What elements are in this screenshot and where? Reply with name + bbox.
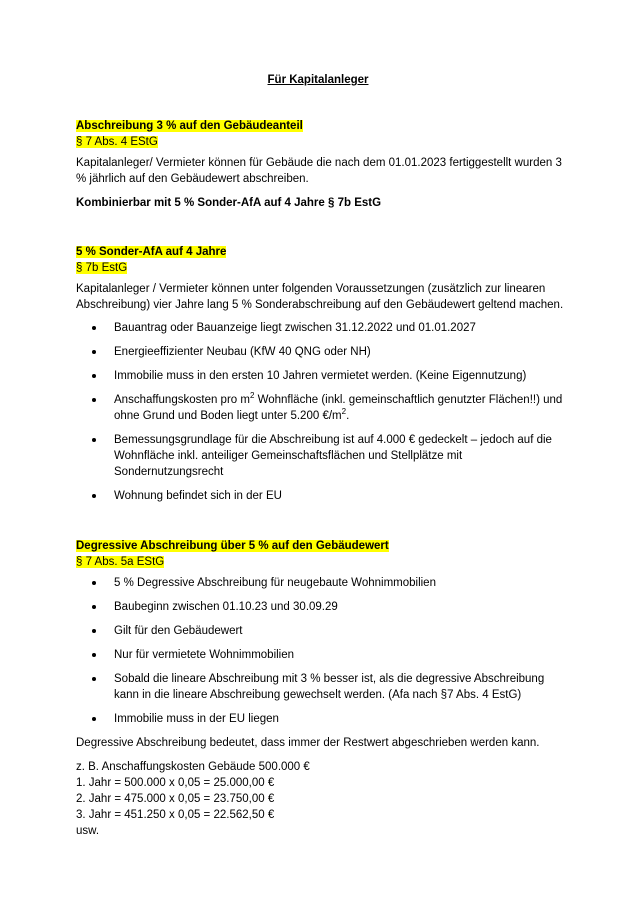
example-line: 3. Jahr = 451.250 x 0,05 = 22.562,50 € xyxy=(76,809,275,821)
bullet-icon xyxy=(92,438,96,442)
list-item: Immobilie muss in den ersten 10 Jahren vermietet werden. (Keine Eigennutzung) xyxy=(76,368,566,384)
section-reference: § 7b EstG xyxy=(76,262,128,274)
bullet-icon xyxy=(92,398,96,402)
section-heading: Degressive Abschreibung über 5 % auf den Gebäudewert xyxy=(76,540,389,552)
bullet-icon xyxy=(92,677,96,681)
list-item: Bemessungsgrundlage für die Abschreibung ist auf 4.000 € gedeckelt – jedoch auf die Wohnfläche inkl. anteiliger Gemeinschaftsflächen und Stellplätze mit Sondernutzungsrecht xyxy=(76,432,566,480)
bullet-icon xyxy=(92,374,96,378)
conditions-list xyxy=(76,575,566,727)
summary-text: Degressive Abschreibung bedeutet, dass immer der Restwert abgeschrieben werden kann. xyxy=(76,737,540,749)
bullet-icon xyxy=(92,350,96,354)
bullet-icon xyxy=(92,494,96,498)
list-item: Sobald die lineare Abschreibung mit 3 % besser ist, als die degressive Abschreibung kann in die lineare Abschreibung gewechselt werden. (Afa nach §7 Abs. 4 EstG) xyxy=(76,671,566,703)
list-item: 5 % Degressive Abschreibung für neugebaute Wohnimmobilien xyxy=(76,575,566,591)
example-line: 1. Jahr = 500.000 x 0,05 = 25.000,00 € xyxy=(76,777,275,789)
requirements-list xyxy=(76,320,566,504)
bullet-icon xyxy=(92,629,96,633)
section-linear-afa xyxy=(76,116,566,211)
section-reference: § 7 Abs. 5a EStG xyxy=(76,556,165,568)
bullet-icon xyxy=(92,326,96,330)
example-line: 2. Jahr = 475.000 x 0,05 = 23.750,00 € xyxy=(76,793,275,805)
bullet-icon xyxy=(92,653,96,657)
section-body: Kapitalanleger/ Vermieter können für Gebäude die nach dem 01.01.2023 fertiggestellt wurden 3 % jährlich auf den Gebäudewert abschreiben. xyxy=(76,157,562,185)
list-item: Gilt für den Gebäudewert xyxy=(76,623,566,639)
list-item: Baubeginn zwischen 01.10.23 und 30.09.29 xyxy=(76,599,566,615)
section-sonder-afa xyxy=(76,242,566,504)
section-degressive-afa xyxy=(76,536,566,839)
example-line: usw. xyxy=(76,825,100,837)
bullet-icon xyxy=(92,605,96,609)
example-line: z. B. Anschaffungskosten Gebäude 500.000 € xyxy=(76,761,310,773)
list-item: Immobilie muss in der EU liegen xyxy=(76,711,566,727)
section-note: Kombinierbar mit 5 % Sonder-AfA auf 4 Jahre § 7b EstG xyxy=(76,197,382,209)
section-heading: Abschreibung 3 % auf den Gebäudeanteil xyxy=(76,120,303,132)
section-reference: § 7 Abs. 4 EStG xyxy=(76,136,158,148)
section-heading: 5 % Sonder-AfA auf 4 Jahre xyxy=(76,246,227,258)
calculation-example xyxy=(76,759,566,839)
bullet-icon xyxy=(92,717,96,721)
list-item: Anschaffungskosten pro $m^2$ Wohnfläche (inkl. gemeinschaftlich genutzter Flächen!!) und ohne Grund und Boden liegt unter 5.200 $€/m^2$. xyxy=(76,392,566,424)
list-item: Nur für vermietete Wohnimmobilien xyxy=(76,647,566,663)
list-item: Bauantrag oder Bauanzeige liegt zwischen 31.12.2022 und 01.01.2027 xyxy=(76,320,566,336)
list-item: Wohnung befindet sich in der EU xyxy=(76,488,566,504)
page-title: Für Kapitalanleger xyxy=(267,74,369,86)
bullet-icon xyxy=(92,581,96,585)
section-body: Kapitalanleger / Vermieter können unter folgenden Voraussetzungen (zusätzlich zur linearen Abschreibung) vier Jahre lang 5 % Sonderabschreibung auf den Gebäudewert geltend machen. xyxy=(76,283,564,311)
list-item: Energieeffizienter Neubau (KfW 40 QNG oder NH) xyxy=(76,344,566,360)
